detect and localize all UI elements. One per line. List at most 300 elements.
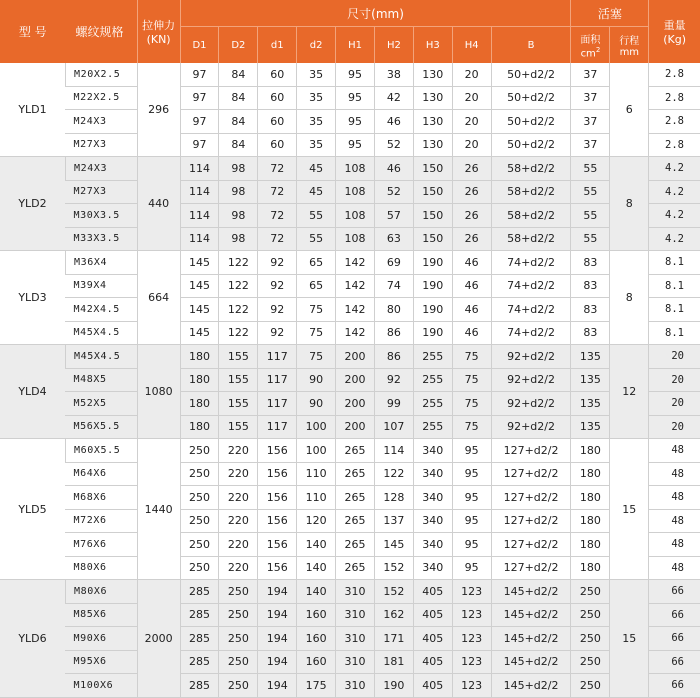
dim-cell-d2: 220 (219, 533, 258, 557)
dim-cell-d2: 75 (297, 298, 336, 322)
dim-cell-h1: 108 (336, 204, 375, 228)
header-force-unit: (KN) (146, 33, 171, 46)
weight-cell: 8.1 (649, 321, 700, 345)
dim-cell-d1: 60 (258, 86, 297, 110)
dim-cell-h4: 26 (452, 157, 491, 181)
table-header (0, 0, 700, 63)
dim-cell-d1: 97 (180, 110, 219, 134)
dim-cell-b: 92+d2/2 (491, 392, 571, 416)
dim-cell-d2: 65 (297, 251, 336, 275)
header-area (571, 27, 610, 64)
dim-cell-d1: 97 (180, 86, 219, 110)
dim-cell-d1: 156 (258, 439, 297, 463)
dim-cell-b: 127+d2/2 (491, 486, 571, 510)
stroke-cell: 12 (610, 345, 649, 439)
dim-cell-h1: 142 (336, 321, 375, 345)
dim-cell-b: 50+d2/2 (491, 110, 571, 134)
dim-cell-h1: 265 (336, 462, 375, 486)
area-cell: 180 (571, 533, 610, 557)
dim-cell-d2: 45 (297, 157, 336, 181)
dim-cell-h2: 63 (374, 227, 413, 251)
dim-cell-d1: 72 (258, 204, 297, 228)
dim-cell-b: 50+d2/2 (491, 133, 571, 157)
model-cell: YLD3 (0, 251, 65, 345)
area-cell: 250 (571, 603, 610, 627)
dim-cell-d2: 250 (219, 674, 258, 698)
dim-cell-d1: 114 (180, 227, 219, 251)
weight-cell: 2.8 (649, 86, 700, 110)
dim-cell-h2: 128 (374, 486, 413, 510)
dim-cell-d2: 120 (297, 509, 336, 533)
table-row (0, 556, 700, 580)
dim-cell-b: 58+d2/2 (491, 180, 571, 204)
dim-cell-h2: 152 (374, 580, 413, 604)
weight-cell: 4.2 (649, 180, 700, 204)
thread-cell: M80X6 (65, 580, 137, 604)
dim-cell-d2: 90 (297, 368, 336, 392)
force-cell: 440 (137, 157, 180, 251)
header-dim: B (491, 27, 571, 64)
area-cell: 135 (571, 392, 610, 416)
dim-cell-d2: 75 (297, 321, 336, 345)
force-cell: 296 (137, 63, 180, 157)
dim-cell-h3: 190 (413, 298, 452, 322)
area-cell: 55 (571, 227, 610, 251)
dim-cell-h2: 86 (374, 345, 413, 369)
dim-cell-h4: 75 (452, 392, 491, 416)
dim-cell-d2: 122 (219, 251, 258, 275)
dim-cell-d1: 97 (180, 133, 219, 157)
force-cell: 2000 (137, 580, 180, 698)
dim-cell-d1: 145 (180, 274, 219, 298)
dim-cell-h3: 340 (413, 439, 452, 463)
dim-cell-d1: 180 (180, 345, 219, 369)
dim-cell-h1: 310 (336, 674, 375, 698)
dim-cell-h4: 26 (452, 227, 491, 251)
weight-cell: 20 (649, 368, 700, 392)
dim-cell-h4: 46 (452, 251, 491, 275)
header-weight-label: 重量 (663, 19, 686, 32)
dim-cell-h4: 95 (452, 462, 491, 486)
header-dim: H4 (452, 27, 491, 64)
force-cell: 1080 (137, 345, 180, 439)
table-row (0, 345, 700, 369)
thread-cell: M45X4.5 (65, 321, 137, 345)
area-cell: 83 (571, 274, 610, 298)
header-area-label: 面积 (580, 34, 601, 46)
thread-cell: M48X5 (65, 368, 137, 392)
area-cell: 180 (571, 509, 610, 533)
thread-cell: M30X3.5 (65, 204, 137, 228)
dim-cell-h4: 20 (452, 63, 491, 86)
dim-cell-h1: 265 (336, 439, 375, 463)
table-row (0, 63, 700, 86)
area-cell: 135 (571, 345, 610, 369)
weight-cell: 2.8 (649, 110, 700, 134)
dim-cell-h1: 142 (336, 274, 375, 298)
area-cell: 180 (571, 439, 610, 463)
dim-cell-h2: 74 (374, 274, 413, 298)
dim-cell-h2: 171 (374, 627, 413, 651)
table-row (0, 298, 700, 322)
weight-cell: 4.2 (649, 204, 700, 228)
dim-cell-h3: 130 (413, 86, 452, 110)
dim-cell-b: 127+d2/2 (491, 556, 571, 580)
dim-cell-d2: 75 (297, 345, 336, 369)
dim-cell-d2: 140 (297, 556, 336, 580)
area-cell: 135 (571, 415, 610, 439)
dim-cell-d1: 194 (258, 627, 297, 651)
dim-cell-b: 92+d2/2 (491, 345, 571, 369)
dim-cell-d1: 92 (258, 251, 297, 275)
model-cell: YLD5 (0, 439, 65, 580)
dim-cell-h4: 123 (452, 674, 491, 698)
dim-cell-d1: 250 (180, 486, 219, 510)
dim-cell-h1: 265 (336, 509, 375, 533)
dim-cell-d1: 117 (258, 392, 297, 416)
area-cell: 83 (571, 321, 610, 345)
dim-cell-d2: 100 (297, 439, 336, 463)
dim-cell-b: 50+d2/2 (491, 63, 571, 86)
thread-cell: M39X4 (65, 274, 137, 298)
dim-cell-h4: 123 (452, 627, 491, 651)
model-cell: YLD4 (0, 345, 65, 439)
dim-cell-h3: 190 (413, 251, 452, 275)
dim-cell-d1: 250 (180, 462, 219, 486)
thread-cell: M20X2.5 (65, 63, 137, 86)
dim-cell-d2: 122 (219, 298, 258, 322)
dim-cell-d2: 220 (219, 439, 258, 463)
dim-cell-h3: 255 (413, 392, 452, 416)
dim-cell-d1: 180 (180, 368, 219, 392)
dim-cell-d2: 84 (219, 86, 258, 110)
dim-cell-h3: 130 (413, 110, 452, 134)
dim-cell-d1: 180 (180, 415, 219, 439)
dim-cell-b: 92+d2/2 (491, 415, 571, 439)
dim-cell-h4: 46 (452, 298, 491, 322)
dim-cell-d2: 98 (219, 227, 258, 251)
weight-cell: 2.8 (649, 133, 700, 157)
stroke-cell: 15 (610, 439, 649, 580)
dim-cell-d1: 194 (258, 674, 297, 698)
dim-cell-d2: 55 (297, 204, 336, 228)
weight-cell: 8.1 (649, 298, 700, 322)
dim-cell-h4: 95 (452, 556, 491, 580)
header-thread: 螺纹规格 (65, 0, 137, 63)
dim-cell-b: 127+d2/2 (491, 462, 571, 486)
dim-cell-h1: 200 (336, 392, 375, 416)
thread-cell: M22X2.5 (65, 86, 137, 110)
weight-cell: 4.2 (649, 157, 700, 181)
dim-cell-h2: 52 (374, 133, 413, 157)
dim-cell-b: 145+d2/2 (491, 603, 571, 627)
dim-cell-b: 50+d2/2 (491, 86, 571, 110)
dim-cell-h2: 42 (374, 86, 413, 110)
dim-cell-d2: 35 (297, 133, 336, 157)
area-cell: 37 (571, 86, 610, 110)
dim-cell-h3: 130 (413, 63, 452, 86)
dim-cell-h2: 38 (374, 63, 413, 86)
header-weight (649, 0, 700, 63)
dim-cell-h2: 86 (374, 321, 413, 345)
dim-cell-d2: 155 (219, 345, 258, 369)
area-cell: 250 (571, 627, 610, 651)
dim-cell-h4: 75 (452, 368, 491, 392)
dim-cell-b: 145+d2/2 (491, 650, 571, 674)
dim-cell-d1: 72 (258, 157, 297, 181)
dim-cell-h3: 255 (413, 345, 452, 369)
dim-cell-b: 74+d2/2 (491, 321, 571, 345)
weight-cell: 66 (649, 603, 700, 627)
weight-cell: 48 (649, 533, 700, 557)
table-row (0, 439, 700, 463)
dim-cell-h1: 310 (336, 627, 375, 651)
dim-cell-h4: 95 (452, 509, 491, 533)
dim-cell-h3: 405 (413, 603, 452, 627)
table-row (0, 180, 700, 204)
dim-cell-h4: 95 (452, 439, 491, 463)
stroke-cell: 15 (610, 580, 649, 698)
dim-cell-d1: 250 (180, 556, 219, 580)
dim-cell-h2: 122 (374, 462, 413, 486)
dim-cell-d2: 155 (219, 368, 258, 392)
area-cell: 250 (571, 674, 610, 698)
dim-cell-d2: 98 (219, 180, 258, 204)
thread-cell: M56X5.5 (65, 415, 137, 439)
thread-cell: M45X4.5 (65, 345, 137, 369)
dim-cell-h1: 108 (336, 227, 375, 251)
dim-cell-d2: 45 (297, 180, 336, 204)
table-row (0, 392, 700, 416)
dim-cell-h1: 108 (336, 180, 375, 204)
dim-cell-h2: 107 (374, 415, 413, 439)
weight-cell: 66 (649, 580, 700, 604)
dim-cell-h2: 92 (374, 368, 413, 392)
area-cell: 37 (571, 63, 610, 86)
dim-cell-d1: 180 (180, 392, 219, 416)
header-piston-group: 活塞 (571, 0, 649, 27)
dim-cell-d2: 220 (219, 462, 258, 486)
table-row (0, 133, 700, 157)
dim-cell-h3: 130 (413, 133, 452, 157)
dim-cell-b: 145+d2/2 (491, 674, 571, 698)
dim-cell-d1: 285 (180, 674, 219, 698)
dim-cell-d2: 110 (297, 462, 336, 486)
thread-cell: M33X3.5 (65, 227, 137, 251)
dim-cell-h1: 200 (336, 345, 375, 369)
dim-cell-h1: 310 (336, 650, 375, 674)
dim-cell-h3: 255 (413, 368, 452, 392)
dim-cell-d2: 140 (297, 533, 336, 557)
dim-cell-h2: 57 (374, 204, 413, 228)
area-cell: 83 (571, 298, 610, 322)
dim-cell-d2: 98 (219, 157, 258, 181)
dim-cell-b: 74+d2/2 (491, 298, 571, 322)
header-stroke (610, 27, 649, 64)
dim-cell-d1: 156 (258, 509, 297, 533)
dim-cell-d2: 84 (219, 110, 258, 134)
dim-cell-d1: 114 (180, 157, 219, 181)
dim-cell-h1: 200 (336, 368, 375, 392)
dim-cell-h2: 190 (374, 674, 413, 698)
header-weight-unit: (Kg) (663, 33, 687, 46)
weight-cell: 48 (649, 509, 700, 533)
header-dim: H3 (413, 27, 452, 64)
dim-cell-d1: 285 (180, 603, 219, 627)
table-row (0, 486, 700, 510)
thread-cell: M24X3 (65, 110, 137, 134)
header-dim: d1 (258, 27, 297, 64)
header-dim: H2 (374, 27, 413, 64)
model-cell: YLD1 (0, 63, 65, 157)
table-row (0, 110, 700, 134)
dim-cell-d1: 194 (258, 650, 297, 674)
dim-cell-h2: 80 (374, 298, 413, 322)
header-dims-group: 尺寸(mm) (180, 0, 571, 27)
table-row (0, 580, 700, 604)
dim-cell-h1: 95 (336, 86, 375, 110)
dim-cell-h3: 190 (413, 274, 452, 298)
table-row (0, 462, 700, 486)
thread-cell: M52X5 (65, 392, 137, 416)
dim-cell-d1: 97 (180, 63, 219, 86)
thread-cell: M100X6 (65, 674, 137, 698)
thread-cell: M85X6 (65, 603, 137, 627)
dim-cell-h2: 152 (374, 556, 413, 580)
dim-cell-d2: 220 (219, 556, 258, 580)
thread-cell: M80X6 (65, 556, 137, 580)
header-dim: d2 (297, 27, 336, 64)
dim-cell-d1: 60 (258, 63, 297, 86)
table-row (0, 274, 700, 298)
dim-cell-d1: 156 (258, 486, 297, 510)
weight-cell: 66 (649, 674, 700, 698)
dim-cell-d1: 114 (180, 204, 219, 228)
force-cell: 1440 (137, 439, 180, 580)
dim-cell-h3: 405 (413, 580, 452, 604)
dim-cell-h4: 123 (452, 580, 491, 604)
dim-cell-b: 58+d2/2 (491, 227, 571, 251)
thread-cell: M76X6 (65, 533, 137, 557)
thread-cell: M64X6 (65, 462, 137, 486)
dim-cell-d2: 160 (297, 603, 336, 627)
thread-cell: M42X4.5 (65, 298, 137, 322)
dim-cell-b: 145+d2/2 (491, 627, 571, 651)
dim-cell-h3: 405 (413, 674, 452, 698)
dim-cell-d2: 90 (297, 392, 336, 416)
area-cell: 55 (571, 204, 610, 228)
dim-cell-d2: 175 (297, 674, 336, 698)
dim-cell-d2: 98 (219, 204, 258, 228)
table-row (0, 627, 700, 651)
dim-cell-d1: 156 (258, 556, 297, 580)
dim-cell-d1: 145 (180, 298, 219, 322)
dim-cell-d2: 155 (219, 392, 258, 416)
weight-cell: 2.8 (649, 63, 700, 86)
weight-cell: 48 (649, 462, 700, 486)
dim-cell-d1: 250 (180, 439, 219, 463)
weight-cell: 4.2 (649, 227, 700, 251)
dim-cell-h4: 123 (452, 650, 491, 674)
dim-cell-h2: 137 (374, 509, 413, 533)
dim-cell-h3: 255 (413, 415, 452, 439)
dim-cell-h4: 123 (452, 603, 491, 627)
header-area-unit-wrap (571, 46, 609, 59)
dim-cell-d2: 35 (297, 86, 336, 110)
dim-cell-h3: 405 (413, 650, 452, 674)
dim-cell-d2: 250 (219, 650, 258, 674)
table-row (0, 674, 700, 698)
dim-cell-d1: 194 (258, 603, 297, 627)
dim-cell-d2: 84 (219, 133, 258, 157)
weight-cell: 20 (649, 415, 700, 439)
weight-cell: 66 (649, 650, 700, 674)
dim-cell-d1: 60 (258, 133, 297, 157)
header-stroke-unit: mm (619, 47, 640, 58)
table-row (0, 415, 700, 439)
dim-cell-h4: 46 (452, 321, 491, 345)
dim-cell-h1: 108 (336, 157, 375, 181)
area-cell: 180 (571, 556, 610, 580)
dim-cell-b: 74+d2/2 (491, 274, 571, 298)
dim-cell-h4: 75 (452, 345, 491, 369)
dim-cell-b: 145+d2/2 (491, 580, 571, 604)
header-force (137, 0, 180, 63)
table-row (0, 204, 700, 228)
dim-cell-d2: 35 (297, 110, 336, 134)
dim-cell-d1: 92 (258, 298, 297, 322)
table-row (0, 227, 700, 251)
table-row (0, 650, 700, 674)
dim-cell-d1: 114 (180, 180, 219, 204)
dim-cell-d1: 145 (180, 321, 219, 345)
dim-cell-d2: 122 (219, 274, 258, 298)
weight-cell: 66 (649, 627, 700, 651)
weight-cell: 20 (649, 345, 700, 369)
dim-cell-h1: 200 (336, 415, 375, 439)
dim-cell-h2: 69 (374, 251, 413, 275)
thread-cell: M24X3 (65, 157, 137, 181)
dim-cell-d2: 110 (297, 486, 336, 510)
stroke-cell: 6 (610, 63, 649, 157)
area-cell: 55 (571, 157, 610, 181)
dim-cell-h2: 181 (374, 650, 413, 674)
dim-cell-h1: 310 (336, 580, 375, 604)
dim-cell-d1: 145 (180, 251, 219, 275)
area-cell: 37 (571, 133, 610, 157)
dim-cell-d2: 250 (219, 580, 258, 604)
table-row (0, 86, 700, 110)
dim-cell-d1: 250 (180, 509, 219, 533)
dim-cell-d1: 156 (258, 462, 297, 486)
dim-cell-h3: 190 (413, 321, 452, 345)
dim-cell-d2: 160 (297, 627, 336, 651)
table-row (0, 533, 700, 557)
table-row (0, 603, 700, 627)
dim-cell-h1: 142 (336, 298, 375, 322)
header-model: 型 号 (0, 0, 65, 63)
dim-cell-b: 127+d2/2 (491, 533, 571, 557)
dim-cell-h3: 340 (413, 462, 452, 486)
dim-cell-h2: 162 (374, 603, 413, 627)
dim-cell-d2: 250 (219, 627, 258, 651)
dim-cell-d1: 60 (258, 110, 297, 134)
weight-cell: 48 (649, 486, 700, 510)
header-stroke-label: 行程 (619, 36, 640, 47)
dim-cell-h2: 99 (374, 392, 413, 416)
dim-cell-h4: 20 (452, 133, 491, 157)
area-cell: 37 (571, 110, 610, 134)
